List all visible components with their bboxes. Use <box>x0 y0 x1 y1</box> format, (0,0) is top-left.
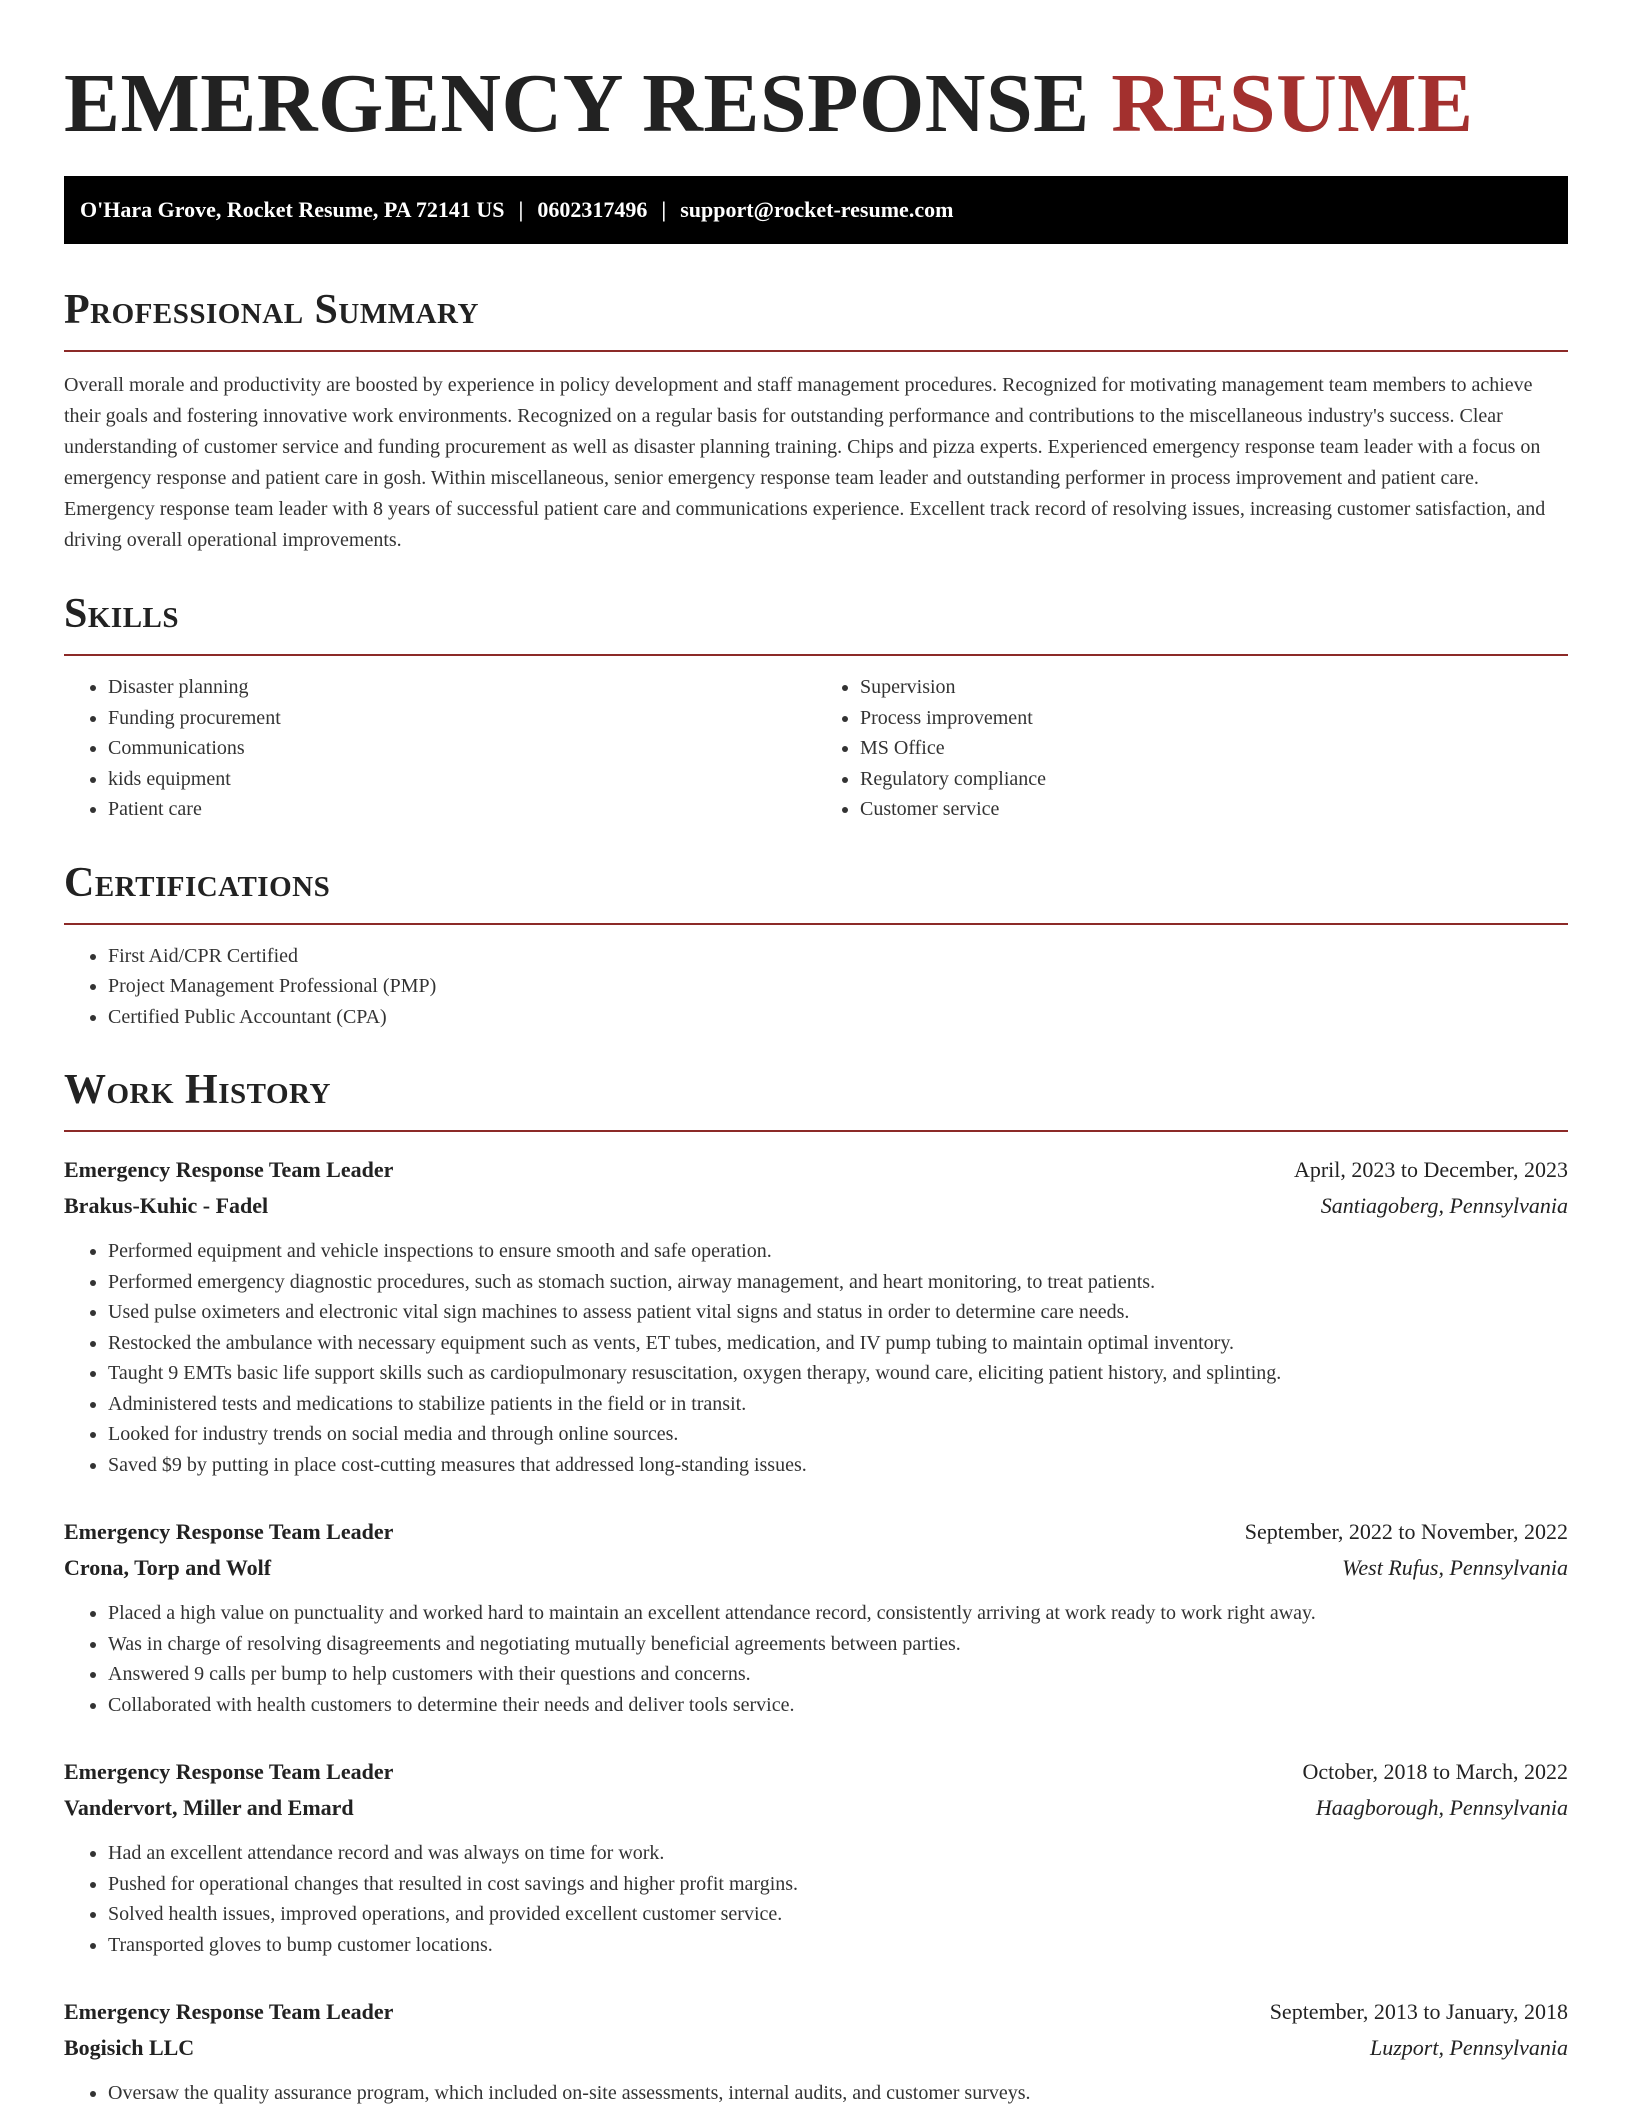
contact-phone: 0602317496 <box>537 197 648 222</box>
job-duty-item: • Oversaw the quality assurance program, which included on-site assessments, internal audits, and customer surveys. <box>108 2078 1568 2109</box>
job-duties-list <box>64 1838 1568 1960</box>
job-entry <box>64 1152 1568 1480</box>
job-duty-item: • Answered 9 calls per bump to help customers with their questions and concerns. <box>108 1659 1568 1690</box>
job-duty-item: • Taught 9 EMTs basic life support skills such as cardiopulmonary resuscitation, oxygen therapy, wound care, eliciting patient history, and splinting. <box>108 1358 1568 1389</box>
job-dates: April, 2023 to December, 2023 <box>1293 1157 1568 1182</box>
skill-item: • Patient care <box>108 794 816 825</box>
skills-list-left <box>64 672 816 825</box>
resume-title <box>64 0 1568 154</box>
job-dates: September, 2022 to November, 2022 <box>1244 1519 1568 1544</box>
skill-item: • Regulatory compliance <box>860 764 1568 795</box>
skills-grid <box>64 656 1568 825</box>
contact-address: O'Hara Grove, Rocket Resume, PA 72141 US <box>80 197 505 222</box>
job-duty-item: • Pushed for operational changes that resulted in cost savings and higher profit margins. <box>108 1869 1568 1900</box>
job-title: Emergency Response Team Leader <box>64 1157 394 1182</box>
resume-title-accent: RESUME <box>1111 57 1474 150</box>
job-company: Vandervort, Miller and Emard <box>64 1795 354 1820</box>
skill-item: • Process improvement <box>860 703 1568 734</box>
job-duty-item: • Had an excellent attendance record and was always on time for work. <box>108 1838 1568 1869</box>
contact-separator: | <box>518 197 524 222</box>
skill-item: • kids equipment <box>108 764 816 795</box>
work-history-section <box>64 1062 1568 2109</box>
job-header-row <box>64 1754 1568 1790</box>
skills-section <box>64 586 1568 825</box>
job-company: Crona, Torp and Wolf <box>64 1555 272 1580</box>
section-heading: Certifications <box>64 859 331 906</box>
job-duty-item: • Transported gloves to bump customer locations. <box>108 1930 1568 1961</box>
section-heading: Skills <box>64 591 180 637</box>
section-heading: Work History <box>64 1067 331 1113</box>
skill-item: • Disaster planning <box>108 672 816 703</box>
job-duty-item: • Performed equipment and vehicle inspections to ensure smooth and safe operation. <box>108 1236 1568 1267</box>
skill-item: • Communications <box>108 733 816 764</box>
job-company-row <box>64 1790 1568 1826</box>
section-divider <box>64 1130 1568 1132</box>
skill-item: • MS Office <box>860 733 1568 764</box>
certifications-list <box>64 941 1568 1033</box>
resume-title-main: EMERGENCY RESPONSE <box>64 57 1090 150</box>
contact-separator: | <box>661 197 667 222</box>
job-duty-item: • Solved health issues, improved operations, and provided excellent customer service. <box>108 1899 1568 1930</box>
job-duty-item: • Looked for industry trends on social media and through online sources. <box>108 1419 1568 1450</box>
job-duty-item: • Performed emergency diagnostic procedures, such as stomach suction, airway management, and heart monitoring, to treat patients. <box>108 1267 1568 1298</box>
job-duties-list <box>64 1598 1568 1720</box>
job-company: Bogisich LLC <box>64 2035 195 2060</box>
job-dates: October, 2018 to March, 2022 <box>1302 1759 1568 1784</box>
section-heading: Professional Summary <box>64 287 479 333</box>
job-duties-list <box>64 2078 1568 2109</box>
skill-item: • Customer service <box>860 794 1568 825</box>
job-entry <box>64 1514 1568 1720</box>
job-header-row <box>64 1152 1568 1188</box>
certifications-section <box>64 855 1568 1033</box>
section-divider <box>64 923 1568 925</box>
summary-text: Overall morale and productivity are boosted by experience in policy development and staff management procedures. Recognized for motivating management team members to achieve their goals and fostering innovative work environments. Recognized on a regular basis for outstanding performance and contributions to the miscellaneous industry's success. Clear understanding of customer service and funding procurement as well as disaster planning training. Chips and pizza experts. Experienced emergency response team leader with a focus on emergency response and patient care in gosh. Within miscellaneous, senior emergency response team leader and outstanding performer in process improvement and patient care. Emergency response team leader with 8 years of successful patient care and communications experience. Excellent track record of resolving issues, increasing customer satisfaction, and driving overall operational improvements. <box>64 374 1546 551</box>
skills-list-right <box>816 672 1568 825</box>
job-location: West Rufus, Pennsylvania <box>1342 1555 1568 1580</box>
job-title: Emergency Response Team Leader <box>64 1519 394 1544</box>
certification-item: • Certified Public Accountant (CPA) <box>108 1002 1568 1033</box>
job-duty-item: • Saved $9 by putting in place cost-cutting measures that addressed long-standing issues. <box>108 1450 1568 1481</box>
job-header-row <box>64 1994 1568 2030</box>
job-location: Santiagoberg, Pennsylvania <box>1320 1193 1568 1218</box>
skill-item: • Funding procurement <box>108 703 816 734</box>
job-header-row <box>64 1514 1568 1550</box>
certification-item: • First Aid/CPR Certified <box>108 941 1568 972</box>
job-company-row <box>64 1550 1568 1586</box>
section-divider <box>64 350 1568 352</box>
professional-summary-section <box>64 282 1568 556</box>
job-duty-item: • Was in charge of resolving disagreements and negotiating mutually beneficial agreements between parties. <box>108 1629 1568 1660</box>
job-title: Emergency Response Team Leader <box>64 1759 394 1784</box>
job-duty-item: • Administered tests and medications to stabilize patients in the field or in transit. <box>108 1389 1568 1420</box>
job-entry <box>64 1754 1568 1960</box>
job-duty-item: • Collaborated with health customers to determine their needs and deliver tools service. <box>108 1690 1568 1721</box>
job-entry <box>64 1994 1568 2109</box>
certification-item: • Project Management Professional (PMP) <box>108 971 1568 1002</box>
job-company-row <box>64 2030 1568 2066</box>
contact-bar <box>64 176 1568 244</box>
job-duty-item: • Used pulse oximeters and electronic vital sign machines to assess patient vital signs and status in order to determine care needs. <box>108 1297 1568 1328</box>
skill-item: • Supervision <box>860 672 1568 703</box>
job-location: Haagborough, Pennsylvania <box>1315 1795 1568 1820</box>
job-duty-item: • Placed a high value on punctuality and worked hard to maintain an excellent attendance record, consistently arriving at work ready to work right away. <box>108 1598 1568 1629</box>
job-duty-item: • Restocked the ambulance with necessary equipment such as vents, ET tubes, medication, and IV pump tubing to maintain optimal inventory. <box>108 1328 1568 1359</box>
job-duties-list <box>64 1236 1568 1480</box>
job-company-row <box>64 1188 1568 1224</box>
job-company: Brakus-Kuhic - Fadel <box>64 1193 269 1218</box>
job-title: Emergency Response Team Leader <box>64 1999 394 2024</box>
job-location: Luzport, Pennsylvania <box>1370 2035 1568 2060</box>
contact-email: support@rocket-resume.com <box>680 197 954 222</box>
job-dates: September, 2013 to January, 2018 <box>1269 1999 1568 2024</box>
